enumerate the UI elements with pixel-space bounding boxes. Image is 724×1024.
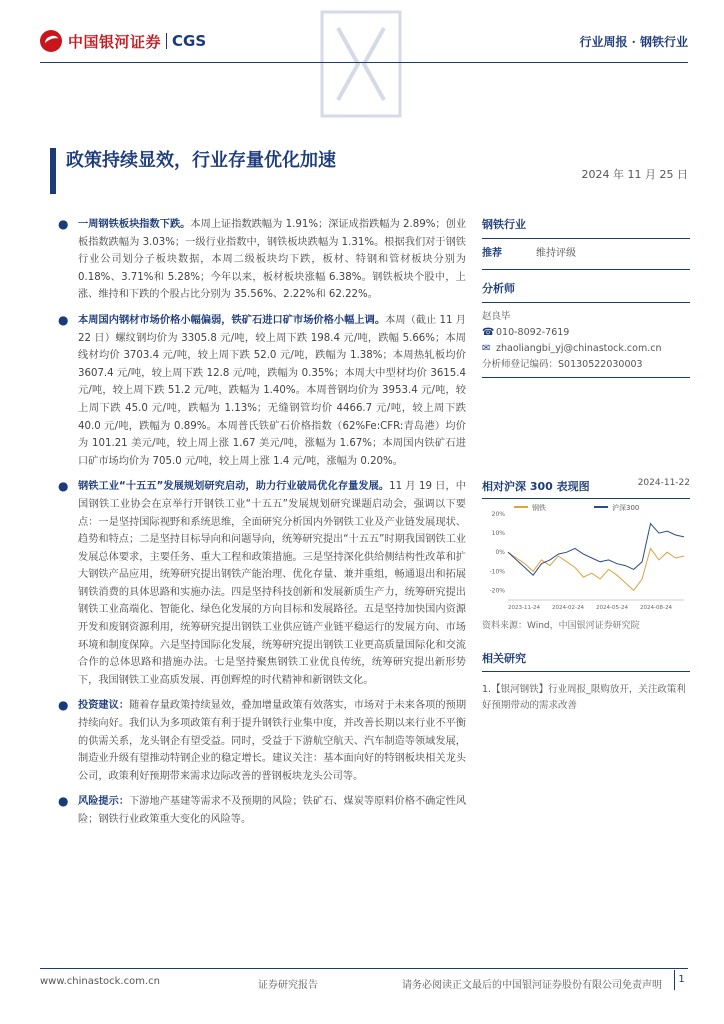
series-line-0: [508, 548, 684, 590]
email-text[interactable]: zhaoliangbi_yj@chinastock.com.cn: [496, 343, 662, 354]
paragraph-text: 随着存量政策持续显效，叠加增量政策有效落实，市场对于未来各项的预期持续向好。我们认为多项政策有利于提升钢铁行业集中度，并改善长期以来行业不平衡的供需关系，龙头钢企有望受益。同时，受益于下游航空航天、汽车制造等领域发展，制造业升级有望推动特钢企业的稳定增长。建议关注：基本面向好的特钢板块相关龙头公司，政策利好预期带来需求边际改善的普钢板块龙头公司等。: [78, 700, 467, 782]
content-paragraph: [56, 312, 466, 470]
performance-chart: [484, 500, 690, 618]
analyst-email[interactable]: [482, 341, 690, 357]
phone-icon: ☎: [482, 327, 495, 338]
rating-value: 维持评级: [536, 248, 576, 259]
paragraph-text: 本周（截止 11 月 22 日）螺纹钢均价为 3305.8 元/吨，较上周下跌 198.4 元/吨，跌幅 5.66%；本周线材均价 3703.4 元/吨，较上周下跌 52.0 元/吨，跌幅为 1.38%；本周热轧板均价 3607.4 元/吨，较上周下跌 12.8 元/吨，跌幅为 0.35%；本周大中型材均价 3615.4 元/吨，较上周下跌 51.2 元/吨，跌幅为 1.40%。本周普钢均价为 3953.4 元/吨，较上周下跌 45.0 元/吨，跌幅为 1.13%；无缝钢管均价 4466.7 元/吨，较上周下跌 40.0 元/吨，跌幅为 0.89%。本周普氏铁矿石价格指数（62%Fe:CFR:青岛港）均价为 101.21 美元/吨，较上周上涨 1.67 美元/吨，涨幅为 1.67%；本周国内铁矿石进口矿市场均价为 705.0 元/吨，较上周上涨 1.4 元/吨，涨幅为 0.20%。: [78, 314, 466, 467]
legend-label: 钢铁: [532, 504, 546, 512]
analyst-cert: [482, 357, 690, 378]
legend-label: 沪深300: [612, 504, 640, 512]
paragraph-lead: 投资建议：: [78, 700, 130, 712]
paragraph-text: 11 月 19 日，中国钢铁工业协会在京举行开钢铁工业“十五五”发展规划研究课题启动会，强调以下要点：一是坚持国际视野和系统思维，全面研究分析国内外钢铁工业及产业链发展现状、趋势和特点；二是坚持目标导向和问题导向，统筹研究提出“十五五”时期我国钢铁工业发展总体要求，主要任务、重大工程和政策措施。三是坚持深化供给侧结构性改革和扩大钢铁产品应用，统筹研究提出钢铁产能治理、优化存量、兼并重组，畅通退出和拓展钢铁消费的具体思路和实施办法。四是坚持科技创新和发展新质生产力，统筹研究提出钢铁工业高端化、智能化、绿色化发展的方向目标和发展路径。五是坚持加快国内资源开发和废钢资源利用，统筹研究提出钢铁工业供应链产业链平稳运行的发展方向、市场环境和制度保障。六是坚持国际化发展，统筹研究提出钢铁工业更高质量国际化和交流合作的总体思路和措施办法。七是坚持聚焦钢铁工业优良传统，统筹研究提出新形势下，我国钢铁工业高质发展、再创辉煌的时代精神和新钢铁文化。: [78, 481, 466, 686]
phone-text: 010-8092-7619: [496, 327, 570, 338]
brand-name-en: CGS: [172, 32, 207, 50]
header-divider: [40, 62, 688, 63]
y-tick-label: -20%: [489, 587, 505, 595]
rating-row: [482, 245, 690, 270]
x-tick-label: 2023-11-24: [508, 605, 540, 611]
bullet-icon: ●: [58, 794, 69, 809]
paragraph-lead: 风险提示：: [78, 796, 130, 808]
cert-text: 分析师登记编码：S0130522030003: [482, 359, 643, 370]
bullet-icon: ●: [58, 698, 69, 713]
report-date: 2024 年 11 月 25 日: [581, 168, 688, 181]
content-paragraph: [56, 793, 466, 828]
analyst-name: [482, 309, 690, 325]
email-icon: ✉: [482, 343, 491, 354]
brand-name-cn: 中国银河证券: [68, 32, 162, 51]
rating-label: 推荐: [482, 248, 502, 259]
chart-title: 相对沪深 300 表现图: [482, 480, 590, 493]
page-header: [0, 0, 724, 80]
y-tick-label: 0%: [495, 549, 505, 557]
page-number: 1: [674, 970, 688, 990]
footer-label: 证券研究报告: [258, 980, 318, 991]
main-content: [56, 216, 466, 837]
x-tick-label: 2024-05-24: [596, 605, 628, 611]
content-paragraph: [56, 697, 466, 785]
analyst-heading: 分析师: [482, 280, 690, 303]
sidebar: [482, 216, 690, 378]
brand-divider: [166, 33, 167, 49]
chart-header: [482, 478, 690, 499]
bullet-icon: ●: [58, 479, 69, 494]
footer-divider: [40, 968, 688, 969]
paragraph-text: 本周上证指数跌幅为 1.91%；深证成指跌幅为 2.89%；创业板指数跌幅为 3.03%；一级行业指数中，钢铁板块跌幅为 1.31%。根据我们对于钢铁行业公司划分子板块数据，本周二级板块均下跌，板材、特钢和管材板块分别为 0.18%、3.71%和 5.28%；今年以来，板材板块涨幅 6.38%。钢铁板块个股中，上涨、维持和下跌的个股占比分别为 35.56%、2.22%和 62.22%。: [78, 219, 467, 301]
paragraph-lead: 一周钢铁板块指数下跌。: [78, 219, 191, 230]
related-item[interactable]: 1.【银河钢铁】行业周报_限购放开，关注政策利好预期带动的需求改善: [482, 684, 686, 711]
bullet-icon: ●: [58, 312, 69, 327]
chart-date: 2024-11-22: [637, 478, 690, 488]
chart-source: 资料来源：Wind，中国银河证券研究院: [482, 621, 640, 631]
content-paragraph: [56, 478, 466, 689]
content-paragraph: [56, 216, 466, 304]
brand-logo-icon: [40, 30, 62, 52]
x-tick-label: 2024-08-24: [640, 605, 672, 611]
x-tick-label: 2024-02-24: [552, 605, 584, 611]
footer-disclaimer: 请务必阅读正文最后的中国银河证券股份有限公司免责声明: [402, 980, 662, 991]
analyst-phone: [482, 325, 690, 341]
bullet-icon: ●: [58, 217, 69, 231]
footer-url[interactable]: www.chinastock.com.cn: [40, 976, 160, 987]
related-heading: 相关研究: [482, 650, 690, 672]
watermark-icon: [318, 8, 404, 120]
paragraph-lead: 本周国内钢材市场价格小幅偏弱，铁矿石进口矿市场价格小幅上调。: [78, 314, 386, 326]
industry-heading: 钢铁行业: [482, 216, 690, 239]
y-tick-label: 20%: [491, 511, 505, 518]
y-tick-label: -10%: [489, 568, 505, 576]
paragraph-lead: 钢铁工业“十五五”发展规划研究启动，助力行业破局优化存量发展。: [78, 481, 390, 493]
series-line-1: [508, 524, 684, 576]
analyst-name-text: 赵良毕: [482, 311, 511, 322]
paragraph-text: 下游地产基建等需求不及预期的风险；铁矿石、煤炭等原料价格不确定性风险；钢铁行业政策重大变化的风险等。: [78, 796, 467, 825]
report-title: 政策持续显效，行业存量优化加速: [66, 150, 336, 171]
y-tick-label: 10%: [491, 530, 505, 538]
title-accent-bar: [50, 148, 56, 194]
brand-logo: [40, 30, 206, 52]
report-type: 行业周报 · 钢铁行业: [579, 35, 688, 49]
